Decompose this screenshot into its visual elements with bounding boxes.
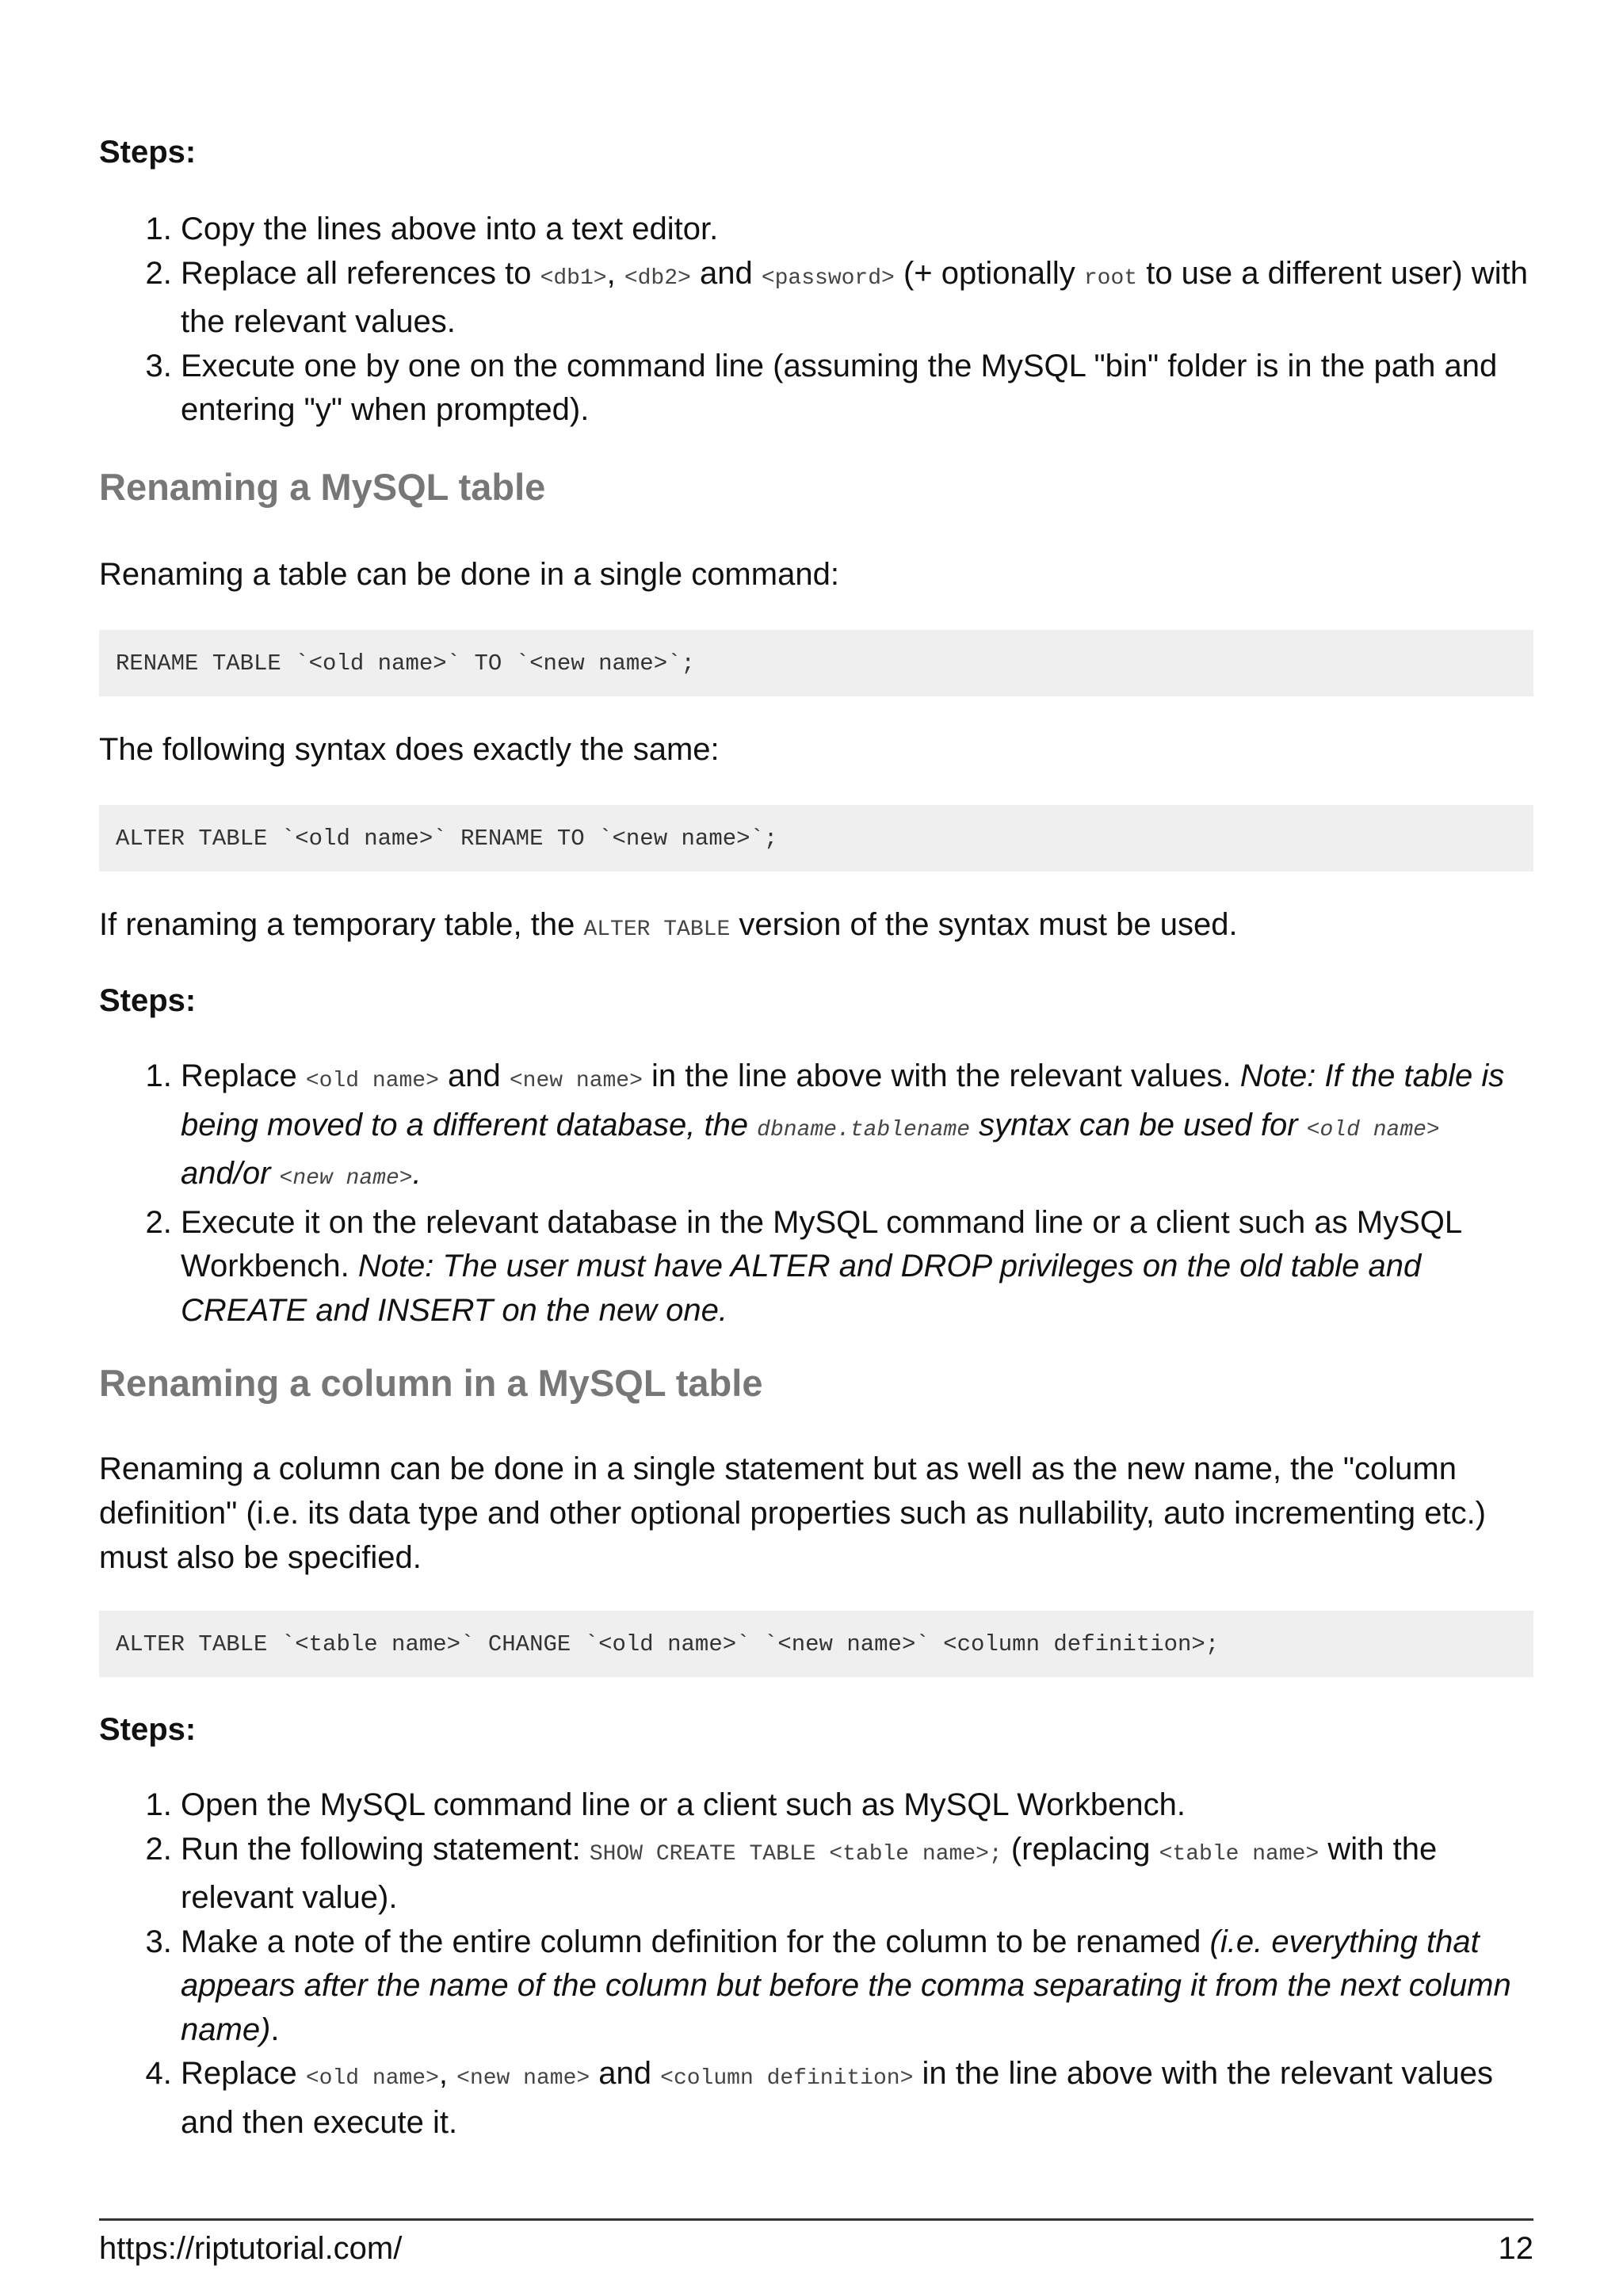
steps-heading-3: Steps: xyxy=(99,1712,197,1747)
list-item: 3. Execute one by one on the command line (assuming the MySQL "bin" folder is in the path and entering "y" when prompted). xyxy=(181,345,1533,433)
code-block: RENAME TABLE `<old name>` TO `<new name>`; xyxy=(99,630,1533,696)
section-heading-rename-column: Renaming a column in a MySQL table xyxy=(99,1362,763,1404)
steps-heading-2: Steps: xyxy=(99,983,197,1018)
list-item: 1. Copy the lines above into a text editor. xyxy=(181,208,1533,252)
list-item: 2. Replace all references to <db1>, <db2> and <password> (+ optionally root to use a different user) with the relevant values. xyxy=(181,252,1533,345)
paragraph: The following syntax does exactly the same: xyxy=(99,732,720,767)
code-block: ALTER TABLE `<old name>` RENAME TO `<new name>`; xyxy=(99,805,1533,871)
steps-list-3 xyxy=(99,1783,1533,2145)
list-item: 2. Execute it on the relevant database in the MySQL command line or a client such as MySQL Workbench. Note: The user must have ALTER and DROP privileges on the old table and CREATE and INSERT on the new one. xyxy=(181,1201,1533,1333)
steps-list-1 xyxy=(99,208,1533,433)
footer-divider xyxy=(99,2218,1533,2221)
paragraph: If renaming a temporary table, the ALTER TABLE version of the syntax must be used. xyxy=(99,907,1238,942)
section-heading-rename-table: Renaming a MySQL table xyxy=(99,466,546,508)
page-number: 12 xyxy=(1498,2231,1533,2266)
paragraph: Renaming a table can be done in a single command: xyxy=(99,557,839,592)
steps-heading-1: Steps: xyxy=(99,135,197,170)
list-item: 1. Replace <old name> and <new name> in the line above with the relevant values. Note: If the table is being moved to a different database, the dbname.tablename syntax can be used for <old name> and/or <new name>. xyxy=(181,1055,1533,1201)
list-item: 3. Make a note of the entire column definition for the column to be renamed (i.e. everything that appears after the name of the column but before the comma separating it from the next column name). xyxy=(181,1920,1533,2053)
list-item: 1. Open the MySQL command line or a client such as MySQL Workbench. xyxy=(181,1783,1533,1828)
steps-list-2 xyxy=(99,1055,1533,1333)
list-item: 4. Replace <old name>, <new name> and <column definition> in the line above with the relevant values and then execute it. xyxy=(181,2052,1533,2145)
code-block: ALTER TABLE `<table name>` CHANGE `<old name>` `<new name>` <column definition>; xyxy=(99,1611,1533,1677)
list-item: 2. Run the following statement: SHOW CREATE TABLE <table name>; (replacing <table name> with the relevant value). xyxy=(181,1828,1533,1920)
footer-url[interactable]: https://riptutorial.com/ xyxy=(99,2231,403,2266)
paragraph: Renaming a column can be done in a single statement but as well as the new name, the "column definition" (i.e. its data type and other optional properties such as nullability, auto incrementing etc.) must also be specified. xyxy=(99,1451,1486,1575)
